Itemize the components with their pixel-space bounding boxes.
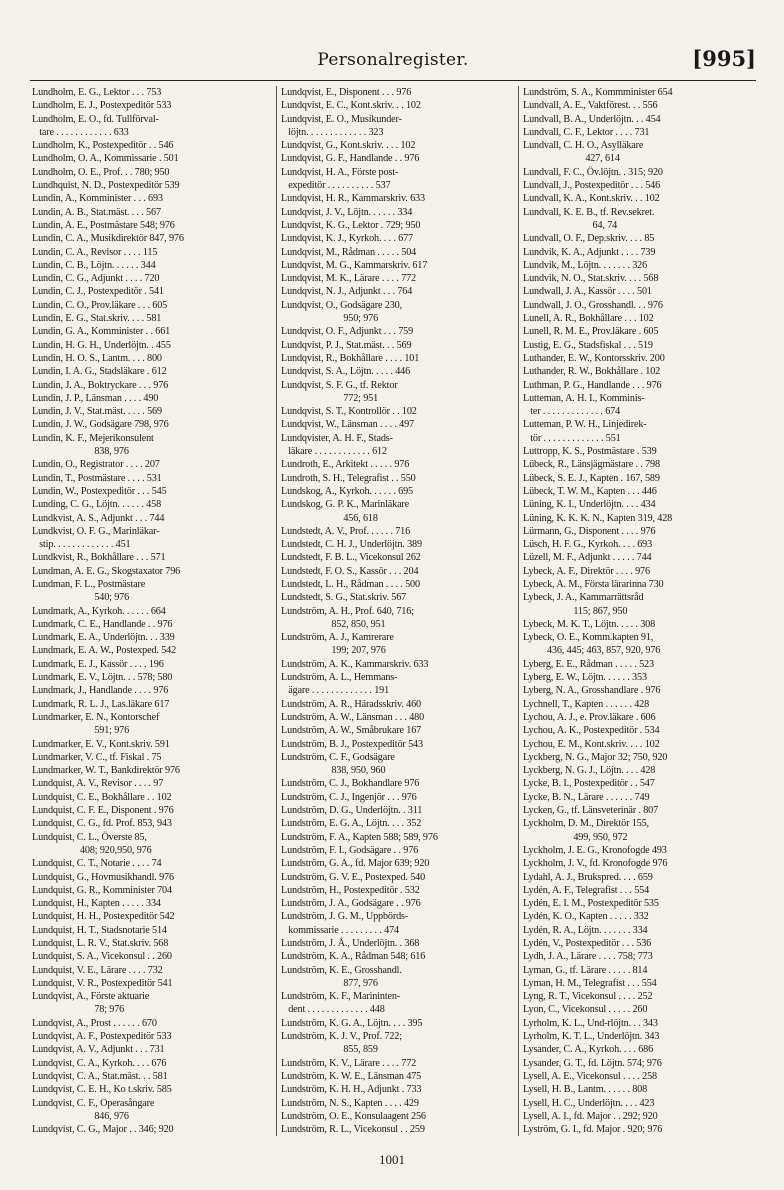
- register-entry: Lundqvist, A., Prost . . . . . . 670: [32, 1017, 157, 1029]
- register-entry: Lyberg, E. W., Löjtn. . . . . . 353: [523, 672, 647, 684]
- register-entry: Lundin, J. P., Länsman . . . . 490: [32, 392, 159, 404]
- register-entry: Lundin, K. F., Mejerikonsulent: [32, 432, 154, 444]
- register-entry: 950; 976: [281, 313, 379, 325]
- register-entry: Lundin, I. A. G., Stadsläkare . 612: [32, 366, 167, 378]
- register-entry: expeditör . . . . . . . . . . 537: [281, 180, 391, 192]
- register-entry: Lundholm, K., Postexpeditör . . 546: [32, 140, 174, 152]
- register-entry: Lundhquist, N. D., Postexpeditör 539: [32, 180, 180, 192]
- register-entry: Lundström, K. J. V., Prof. 722;: [281, 1031, 402, 1043]
- register-entry: Luthman, P. G., Handlande . . . 976: [523, 379, 662, 391]
- register-entry: Lundmark, E. J., Kassör . . . . 196: [32, 658, 164, 670]
- register-entry: Lundström, J. Å., Underlöjtn. . 368: [281, 938, 420, 949]
- register-entry: Lundin, H. O. S., Lantm. . . . 800: [32, 352, 162, 364]
- register-entry: Lundström, H., Postexpeditör . 532: [281, 884, 420, 896]
- register-entry: Luthander, E. W., Kontorsskriv. 200: [523, 352, 665, 364]
- register-columns: [32, 86, 760, 1146]
- register-entry: Lundmark, R. L. J., Las.läkare 617: [32, 698, 170, 710]
- register-entry: Lunell, R. M. E., Prov.läkare . 605: [523, 326, 659, 338]
- register-entry: Lysell, H. B., Lantm. . . . . . 808: [523, 1084, 648, 1096]
- register-entry: Lundström, K. F., Marininten-: [281, 991, 401, 1003]
- register-entry: Lundstedt, F. B. L., Vicekonsul 262: [281, 552, 421, 564]
- register-entry: Lundwall, J. O., Grosshandl. . . 976: [523, 299, 663, 311]
- register-entry: tare . . . . . . . . . . . . 633: [32, 126, 129, 138]
- register-entry: Lysander, G. T., fd. Löjtn. 574; 976: [523, 1057, 662, 1069]
- register-entry: Lundvall, K. A., Kont.skriv. . . 102: [523, 193, 660, 205]
- register-entry: Lundvall, F. C., Öv.löjtn. . 315; 920: [523, 166, 663, 178]
- register-entry: Lundström, C. J., Bokhandlare 976: [281, 778, 420, 790]
- register-entry: Lundqvist, E. C., Kont.skriv. . . 102: [281, 100, 421, 112]
- register-entry: Lycke, B. N., Lärare . . . . . . 749: [523, 791, 650, 803]
- register-entry: Lundin, E. G., Stat.skriv. . . . 581: [32, 313, 162, 325]
- register-entry: Lundholm, E. G., Lektor . . . 753: [32, 87, 162, 98]
- page-title: Personalregister.: [317, 50, 469, 70]
- register-entry: Lundström, K. H. H., Adjunkt . 733: [281, 1084, 422, 1096]
- register-entry: Lyckholm, D. M., Direktör 155,: [523, 818, 649, 830]
- register-entry: 852, 850, 951: [281, 618, 386, 630]
- register-entry: Lundqvist, E., Disponent . . . 976: [281, 87, 412, 98]
- register-entry: Lydén, R. A., Löjtn. . . . . . . 334: [523, 924, 648, 936]
- register-entry: kommissarie . . . . . . . . . 474: [281, 924, 399, 936]
- register-entry: Lundström, F. A., Kapten 588; 589, 976: [281, 831, 438, 843]
- register-entry: Lychou, E. M., Kont.skriv. . . . 102: [523, 738, 660, 750]
- register-entry: Lundstedt, C. H. J., Underlöjtn. 389: [281, 539, 422, 551]
- register-entry: 78; 976: [32, 1004, 125, 1016]
- register-entry: Lübeck, T. W. M., Kapten . . . 446: [523, 485, 657, 497]
- register-entry: Lundström, A. L., Hemmans-: [281, 672, 398, 684]
- register-entry: Lundmarker, E. V., Kont.skriv. 591: [32, 738, 170, 750]
- register-entry: Lyrholm, K. L., Und-rlöjtn. . . 343: [523, 1017, 658, 1029]
- register-entry: Lundvall, K. E. B., tf. Rev.sekret.: [523, 206, 655, 218]
- register-entry: Lundqvist, M., Rådman . . . . . 504: [281, 246, 417, 258]
- register-entry: Lundström, A. H., Prof. 640, 716;: [281, 605, 414, 617]
- register-entry: Lundström, A. K., Kammarskriv. 633: [281, 658, 429, 670]
- register-entry: 199; 207, 976: [281, 645, 386, 657]
- register-entry: Lundvall, C. H. O., Asylläkare: [523, 140, 644, 152]
- register-entry: Lundström, N. S., Kapten . . . . 429: [281, 1097, 419, 1109]
- register-entry: Lydén, E. I. M., Postexpeditör 535: [523, 898, 659, 910]
- register-entry: Lybeck, M. K. T., Löjtn. . . . . 308: [523, 618, 656, 630]
- register-entry: 838, 950, 960: [281, 765, 386, 777]
- register-entry: Lundin, C. A., Revisor . . . . 115: [32, 246, 158, 258]
- register-entry: Lybeck, A. F., Direktör . . . . 976: [523, 565, 650, 577]
- register-entry: Lundström, D. G., Underlöjtn. . 311: [281, 805, 423, 817]
- register-entry: Lundqvist, C. E. H., Ko t.skriv. 585: [32, 1084, 172, 1096]
- register-entry: Lychnell, T., Kapten . . . . . . 428: [523, 698, 650, 710]
- register-entry: Lundqvist, E. O., Musikunder-: [281, 113, 402, 125]
- page-footer-number: 1001: [379, 1152, 405, 1167]
- register-entry: 115; 867, 950: [523, 605, 628, 617]
- register-entry: Lundström, O. E., Konsulaagent 256: [281, 1110, 426, 1122]
- register-entry: löjtn. . . . . . . . . . . . . 323: [281, 126, 384, 138]
- register-entry: läkare . . . . . . . . . . . . 612: [281, 446, 387, 458]
- register-entry: Lycken, G., tf. Länsveterinär . 807: [523, 805, 659, 817]
- register-entry: Lundquist, C. L., Överste 85,: [32, 831, 147, 843]
- register-entry: Lundquist, G., Hovmusikhandl. 976: [32, 871, 174, 883]
- register-entry: Lundin, O., Registrator . . . . 207: [32, 459, 160, 471]
- register-entry: Lundin, A. E., Postmästare 548; 976: [32, 219, 175, 231]
- register-entry: Lyman, H. M., Telegrafist . . . 554: [523, 977, 657, 989]
- register-entry: Lundström, A. J., Kamrerare: [281, 632, 394, 644]
- register-entry: Lundqvister, A. H. F., Stads-: [281, 432, 393, 444]
- register-entry: Lundvall, C. F., Lektor . . . . 731: [523, 126, 650, 138]
- register-entry: Lundqvist, A. V., Adjunkt . . . 731: [32, 1044, 165, 1056]
- register-entry: Lydahl, A. J., Brukspred. . . . 659: [523, 871, 653, 883]
- register-entry: Lyström, G. I., fd. Major . 920; 976: [523, 1124, 663, 1136]
- register-entry: Lundquist, L. R. V., Stat.skriv. 568: [32, 938, 169, 949]
- register-entry: Lychou, A. K., Postexpeditör . 534: [523, 725, 660, 737]
- register-entry: Lundquist, S. A., Vicekonsul . . 260: [32, 951, 172, 963]
- register-entry: Lundin, W., Postexpeditör . . . 545: [32, 485, 167, 497]
- register-entry: Lundholm, O. E., Prof. . . 780; 950: [32, 166, 170, 178]
- register-entry: Lyberg, N. A., Grosshandlare . 976: [523, 685, 661, 697]
- register-entry: Lundroth, E., Arkitekt . . . . . 976: [281, 459, 410, 471]
- page-header: [30, 44, 756, 81]
- register-entry: Lydén, K. O., Kapten . . . . . 332: [523, 911, 649, 923]
- register-entry: Lundquist, H. H., Postexpeditör 542: [32, 911, 175, 923]
- register-entry: Lundqvist, K. J., Kyrkoh. . . . 677: [281, 233, 413, 245]
- register-entry: 64, 74: [523, 219, 618, 231]
- register-entry: Lundin, A. B., Stat.mäst. . . . 567: [32, 206, 161, 218]
- register-column-1: [32, 86, 268, 1136]
- register-entry: Lundqvist, P. J., Stat.mäst. . . 569: [281, 339, 412, 351]
- register-entry: Lundstedt, L. H., Rådman . . . . 500: [281, 578, 420, 590]
- register-entry: 427, 614: [523, 153, 620, 165]
- register-entry: Luthander, R. W., Bokhållare . 102: [523, 366, 661, 378]
- register-entry: Lundwall, J. A., Kassör . . . . 501: [523, 286, 652, 298]
- register-entry: Lundquist, H., Kapten . . . . . 334: [32, 898, 161, 910]
- register-entry: Lundqvist, C. G., Major . . 346; 920: [32, 1124, 174, 1136]
- register-entry: Lundquist, A. V., Revisor . . . . 97: [32, 778, 164, 790]
- register-column-2: [276, 86, 513, 1136]
- register-entry: Lundkvist, R., Bokhållare . . . 571: [32, 552, 166, 564]
- register-entry: Lysell, A. E., Vicekonsul . . . . 258: [523, 1070, 658, 1082]
- register-entry: Lundqvist, A., Förste aktuarie: [32, 991, 150, 1003]
- register-entry: ägare . . . . . . . . . . . . . 191: [281, 685, 390, 697]
- register-entry: 846, 976: [32, 1110, 129, 1122]
- register-entry: Lundström, J. A., Godsägare . . 976: [281, 898, 421, 910]
- register-entry: Lundström, J. G. M., Uppbörds-: [281, 911, 409, 923]
- register-entry: Lundvall, A. E., Vaktförest. . . 556: [523, 100, 658, 112]
- register-entry: Lundvall, O. F., Dep.skriv. . . . 85: [523, 233, 655, 245]
- register-entry: Lundström, E. G. A., Löjtn. . . . 352: [281, 818, 422, 830]
- register-entry: Lundström, K. E., Grosshandl.: [281, 964, 402, 976]
- register-entry: Lundquist, C. F. E., Disponent . 976: [32, 805, 174, 817]
- register-entry: Lysell, H. C., Underlöjtn. . . . 423: [523, 1097, 655, 1109]
- register-entry: Lundkvist, A. S., Adjunkt . . . 744: [32, 512, 165, 524]
- register-entry: Lundqvist, A. F., Postexpeditör 533: [32, 1031, 172, 1043]
- register-column-3: [518, 86, 761, 1136]
- register-entry: Lundqvist, C. A., Stat.mäst. . . 581: [32, 1070, 168, 1082]
- register-entry: Lundman, F. L., Postmästare: [32, 578, 146, 590]
- register-entry: Lundström, F. I., Godsägare . . 976: [281, 844, 419, 856]
- register-entry: Lundin, T., Postmästare . . . . 531: [32, 472, 162, 484]
- register-entry: Lundström, C. J., Ingenjör . . . 976: [281, 791, 417, 803]
- register-entry: Lundmark, J., Handlande . . . . 976: [32, 685, 169, 697]
- register-entry: Lundin, J. A., Boktryckare . . . 976: [32, 379, 169, 391]
- register-entry: Lundmark, E. A., Underlöjtn. . . 339: [32, 632, 175, 644]
- register-entry: Lyckholm, J. E. G., Kronofogde 493: [523, 844, 667, 856]
- register-entry: Lundqvist, G., Kont.skriv. . . . 102: [281, 140, 416, 152]
- register-entry: Lundquist, G. R., Komminister 704: [32, 884, 172, 896]
- register-entry: Lyon, C., Vicekonsul . . . . . 260: [523, 1004, 648, 1016]
- register-entry: 499, 950, 972: [523, 831, 628, 843]
- register-entry: Lundqvist, S. T., Kontrollör . . 102: [281, 406, 417, 418]
- register-entry: Lundqvist, N. J., Adjunkt . . . 764: [281, 286, 413, 298]
- register-entry: Lundqvist, O. F., Adjunkt . . . 759: [281, 326, 414, 338]
- register-entry: Lüzell, M. F., Adjunkt . . . . . 744: [523, 552, 652, 564]
- register-entry: Lyckberg, N. G., Major 32; 750, 920: [523, 751, 668, 763]
- register-entry: Lundquist, V. E., Lärare . . . . 732: [32, 964, 163, 976]
- register-entry: Lundquist, V. R., Postexpeditör 541: [32, 977, 173, 989]
- register-entry: Lundström, A. R., Häradsskriv. 460: [281, 698, 421, 710]
- register-entry: Lyng, R. T., Vicekonsul . . . . 252: [523, 991, 653, 1003]
- register-entry: Lundvik, N. O., Stat.skriv. . . . 568: [523, 273, 659, 285]
- page-number-top: [995]: [692, 46, 756, 71]
- register-entry: Lundmark, C. E., Handlande . . 976: [32, 618, 173, 630]
- register-entry: Lundholm, E. J., Postexpeditör 533: [32, 100, 172, 112]
- register-entry: Lundin, C. O., Prov.läkare . . . 605: [32, 299, 168, 311]
- register-entry: Lysell, A. I., fd. Major . . 292; 920: [523, 1110, 658, 1122]
- register-entry: Lundmarker, W. T., Bankdirektör 976: [32, 765, 180, 777]
- register-entry: Lyckholm, J. V., fd. Kronofogde 976: [523, 858, 668, 870]
- register-entry: 772; 951: [281, 392, 379, 404]
- register-entry: 540; 976: [32, 592, 130, 604]
- register-entry: 408; 920,950, 976: [32, 844, 152, 856]
- register-entry: Lydh, J. A., Lärare . . . . 758; 773: [523, 951, 653, 963]
- register-entry: Lundström, S. A., Kommminister 654: [523, 87, 673, 98]
- register-entry: 436, 445; 463, 857, 920, 976: [523, 645, 661, 657]
- register-entry: Lydén, A. F., Telegrafist . . . 554: [523, 884, 650, 896]
- register-entry: Lundqvist, G. F., Handlande . . 976: [281, 153, 420, 165]
- register-entry: Lundqvist, C. F., Operasångare: [32, 1097, 155, 1109]
- register-entry: Lutteman, A. H. I., Komminis-: [523, 392, 645, 404]
- register-entry: Lundström, K. W. E., Länsman 475: [281, 1070, 422, 1082]
- register-entry: Lundholm, E. O., fd. Tullförval-: [32, 113, 159, 125]
- register-entry: Lyrholm, K. T. L., Underlöjtn. 343: [523, 1031, 660, 1043]
- register-entry: Lunding, C. G., Löjtn. . . . . . 458: [32, 499, 162, 511]
- register-entry: Lundqvist, S. A., Löjtn. . . . . 446: [281, 366, 411, 378]
- register-entry: Lunell, A. R., Bokhållare . . . 102: [523, 313, 654, 325]
- register-entry: Lundkvist, O. F. G., Marinläkar-: [32, 525, 160, 537]
- register-entry: Lundman, A. E. G., Skogstaxator 796: [32, 565, 181, 577]
- register-entry: Lundin, G. A., Komminister . . 661: [32, 326, 171, 338]
- register-entry: Lundquist, H. T., Stadsnotarie 514: [32, 924, 167, 936]
- register-entry: Lundqvist, C. A., Kyrkoh. . . . 676: [32, 1057, 167, 1069]
- register-entry: Lundqvist, O., Godsägare 230,: [281, 299, 402, 311]
- register-entry: Lycke, B. I., Postexpeditör . . 547: [523, 778, 655, 790]
- register-entry: dent . . . . . . . . . . . . . 448: [281, 1004, 385, 1016]
- register-entry: Lundström, A. W., Småbrukare 167: [281, 725, 422, 737]
- register-entry: Lundin, C. G., Adjunkt . . . . 720: [32, 273, 160, 285]
- register-entry: Lundqvist, J. V., Löjtn. . . . . . 334: [281, 206, 413, 218]
- register-entry: Lundström, G. A., fd. Major 639; 920: [281, 858, 430, 870]
- register-entry: Lübeck, S. E. J., Kapten . 167, 589: [523, 472, 660, 484]
- register-entry: Lundquist, C. G., fd. Prof. 853, 943: [32, 818, 172, 830]
- register-entry: Lundstedt, F. O. S., Kassör . . . 204: [281, 565, 419, 577]
- register-entry: Lychou, A. J., e. Prov.läkare . 606: [523, 711, 656, 723]
- register-entry: tör . . . . . . . . . . . . . 551: [523, 432, 621, 444]
- register-entry: Lundqvist, W., Länsman . . . . 497: [281, 419, 414, 431]
- register-entry: Lundmarker, E. N., Kontorschef: [32, 711, 160, 723]
- register-entry: Lyman, G., tf. Lärare . . . . . 814: [523, 964, 648, 976]
- register-entry: Lundmark, E. A. W., Postexped. 542: [32, 645, 177, 657]
- register-entry: Lybeck, A. M., Första lärarinna 730: [523, 578, 664, 590]
- register-entry: Luttropp, K. S., Postmästare . 539: [523, 446, 657, 458]
- register-entry: Lundskog, A., Kyrkoh. . . . . . 695: [281, 485, 413, 497]
- register-entry: Lydén, V., Postexpeditör . . . 536: [523, 938, 652, 949]
- register-entry: Lundqvist, K. G., Lektor . 729; 950: [281, 219, 421, 231]
- register-entry: Lundin, A., Komminister . . . 693: [32, 193, 163, 205]
- register-entry: 456, 618: [281, 512, 378, 524]
- register-entry: Lundmarker, V. C., tf. Fiskal . 75: [32, 751, 162, 763]
- register-entry: 855, 859: [281, 1044, 378, 1056]
- register-entry: Lundström, B. J., Postexpeditör 543: [281, 738, 423, 750]
- register-entry: Lüning, K. I., Underlöjtn. . . . 434: [523, 499, 656, 511]
- register-entry: Lundström, C. F., Godsägare: [281, 751, 395, 763]
- register-entry: Lundholm, O. A., Kommissarie . 501: [32, 153, 179, 165]
- register-entry: Lundvall, J., Postexpeditör . . . 546: [523, 180, 661, 192]
- register-entry: ter . . . . . . . . . . . . . 674: [523, 406, 621, 418]
- register-entry: Lundström, R. L., Vicekonsul . . 259: [281, 1124, 425, 1136]
- register-entry: Lüning, K. K. K. N., Kapten 319, 428: [523, 512, 673, 524]
- register-entry: Lundin, J. V., Stat.mäst. . . . . 569: [32, 406, 162, 418]
- register-entry: Lundin, J. W., Godsägare 798, 976: [32, 419, 169, 431]
- register-entry: Lybeck, J. A., Kammarrättsråd: [523, 592, 644, 604]
- register-entry: Lundqvist, M. G., Kammarskriv. 617: [281, 259, 428, 271]
- register-entry: stip. . . . . . . . . . . . . 451: [32, 539, 131, 551]
- register-entry: Lundstedt, S. G., Stat.skriv. 567: [281, 592, 407, 604]
- register-entry: Lundström, K. V., Lärare . . . . 772: [281, 1057, 417, 1069]
- register-entry: Lundstedt, A. V., Prof. . . . . . 716: [281, 525, 411, 537]
- register-entry: Lundmark, A., Kyrkoh. . . . . . 664: [32, 605, 166, 617]
- register-entry: Lundquist, C. T., Notarie . . . . 74: [32, 858, 162, 870]
- register-entry: Lundin, H. G. H., Underlöjtn. . 455: [32, 339, 171, 351]
- register-entry: Lundskog, G. P. K., Marinläkare: [281, 499, 410, 511]
- register-entry: Lundmark, E. V., Löjtn. . . 578; 580: [32, 672, 173, 684]
- register-entry: Lysander, C. A., Kyrkoh. . . . 686: [523, 1044, 654, 1056]
- register-entry: Lundqvist, R., Bokhållare . . . . 101: [281, 352, 420, 364]
- register-entry: Lundström, A. W., Länsman . . . 480: [281, 711, 425, 723]
- register-entry: Lürmann, G., Disponent . . . . 976: [523, 525, 656, 537]
- register-entry: Lundroth, S. H., Telegrafist . . 550: [281, 472, 416, 484]
- register-entry: Lundqvist, S. F. G., tf. Rektor: [281, 379, 398, 391]
- register-entry: Lüsch, H. F. G., Kyrkoh. . . . 693: [523, 539, 653, 551]
- register-entry: 838, 976: [32, 446, 129, 458]
- register-entry: Lundvall, B. A., Underlöjtn. . . 454: [523, 113, 661, 125]
- register-entry: Lundström, K. G. A., Löjtn. . . . 395: [281, 1017, 423, 1029]
- register-entry: Lundqvist, H. A., Förste post-: [281, 166, 399, 178]
- register-entry: Lundvik, K. A., Adjunkt . . . . 739: [523, 246, 656, 258]
- register-entry: Lundquist, C. E., Bokhållare . . 102: [32, 791, 172, 803]
- register-entry: Lyberg, E. E., Rådman . . . . . 523: [523, 658, 654, 670]
- register-entry: Lundström, K. A., Rådman 548; 616: [281, 951, 426, 963]
- register-entry: 591; 976: [32, 725, 130, 737]
- register-entry: Lutteman, P. W. H., Linjedirek-: [523, 419, 647, 431]
- register-entry: Lundvik, M., Löjtn. . . . . . . 326: [523, 259, 648, 271]
- register-entry: Lundqvist, H. R., Kammarskriv. 633: [281, 193, 425, 205]
- register-entry: Lundin, C. A., Musikdirektör 847, 976: [32, 233, 184, 245]
- register-entry: Lundström, G. V. E., Postexped. 540: [281, 871, 426, 883]
- register-entry: Lübeck, R., Länsjägmästare . . 798: [523, 459, 660, 471]
- register-entry: Lybeck, O. E., Komm.kapten 91,: [523, 632, 654, 644]
- register-entry: Lustig, E. G., Stadsfiskal . . . 519: [523, 339, 653, 351]
- register-entry: Lundin, C. J., Postexpeditör . 541: [32, 286, 164, 298]
- register-entry: Lundqvist, M. K., Lärare . . . . 772: [281, 273, 416, 285]
- register-entry: Lundin, C. B., Löjtn. . . . . . 344: [32, 259, 156, 271]
- register-entry: 877, 976: [281, 977, 378, 989]
- register-entry: Lyckberg, N. G. J., Löjtn. . . . 428: [523, 765, 656, 777]
